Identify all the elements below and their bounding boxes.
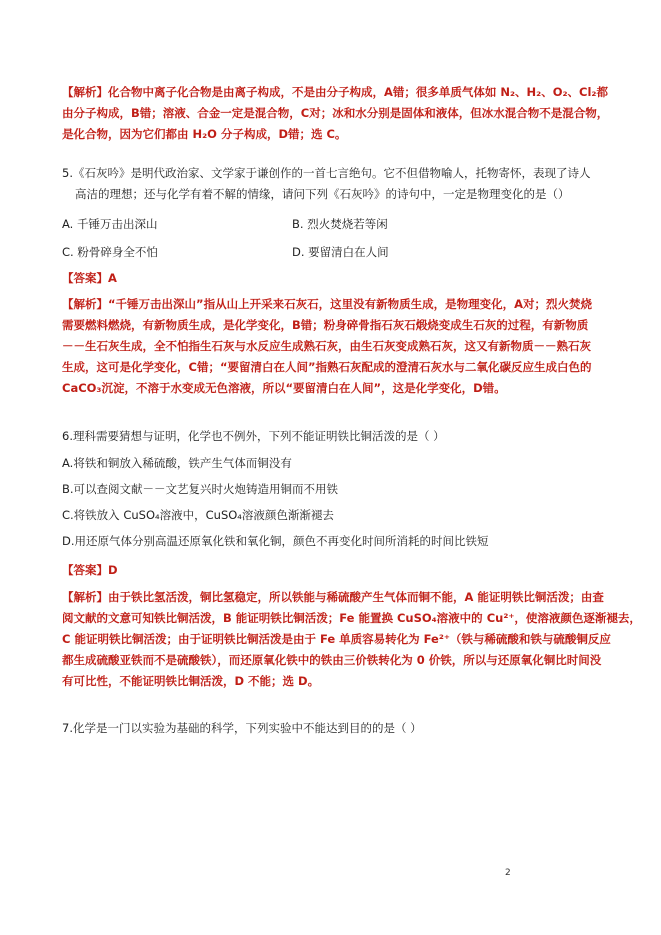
question-7-stem	[62, 718, 607, 739]
analysis-block-q4	[62, 82, 607, 145]
analysis-line: 有可比性，不能证明铁比铜活泼，D 不能；选 D。	[62, 674, 320, 688]
analysis-block-q5	[62, 294, 607, 399]
analysis-line: 【解析】“千锤万击出深山”指从山上开采来石灰石，这里没有新物质生成，是物理变化，A对；烈火焚烧	[62, 297, 593, 311]
option-b: B. 烈火焚烧若等闲	[292, 217, 388, 231]
question-line: 5.《石灰吟》是明代政治家、文学家于谦创作的一首七言绝句。它不但借物喻人，托物寄怀，表现了诗人	[62, 166, 591, 180]
question-line: 6.理科需要猜想与证明，化学也不例外，下列不能证明铁比铜活泼的是（ ）	[62, 429, 445, 443]
analysis-line: 【解析】由于铁比氢活泼，铜比氢稳定，所以铁能与稀硫酸产生气体而铜不能，A 能证明铁比铜活泼；由查	[62, 590, 604, 604]
question-line: 高洁的理想；还与化学有着不解的情缘，请问下列《石灰吟》的诗句中，一定是物理变化的是（）	[75, 187, 570, 201]
page-number: 2	[505, 868, 511, 878]
question-line: 7.化学是一门以实验为基础的科学，下列实验中不能达到目的的是（ ）	[62, 721, 422, 735]
answer-label: 【答案】D	[62, 563, 118, 577]
analysis-line: 都生成硫酸亚铁而不是硫酸铁），而还原氧化铁中的铁由三价铁转化为 0 价铁，所以与还原氧化铜比时间没	[62, 653, 602, 667]
analysis-line: CaCO₃沉淀，不溶于水变成无色溶液，所以“要留清白在人间”，这是化学变化，D错。	[62, 381, 506, 395]
option-b: B.可以查阅文献－－文艺复兴时火炮铸造用铜而不用铁	[62, 482, 339, 496]
question-6-stem	[62, 426, 607, 447]
analysis-line: 生成，这可是化学变化，C错；“要留清白在人间”指熟石灰配成的澄清石灰水与二氧化碳反应生成白色的	[62, 360, 592, 374]
question-6-options	[62, 453, 607, 552]
analysis-line: 阅文献的文意可知铁比铜活泼，B 能证明铁比铜活泼；Fe 能置换 CuSO₄溶液中的 Cu²⁺，使溶液颜色逐渐褪去，	[62, 611, 641, 625]
analysis-line: 需要燃料燃烧，有新物质生成，是化学变化，B错；粉身碎骨指石灰石煅烧变成生石灰的过程，有新物质	[62, 318, 589, 332]
answer-q6	[62, 560, 607, 581]
option-c: C.将铁放入 CuSO₄溶液中，CuSO₄溶液颜色渐渐褪去	[62, 508, 334, 522]
analysis-line: 【解析】化合物中离子化合物是由离子构成，不是由分子构成，A错；很多单质气体如 N₂、H₂、O₂、Cl₂都	[62, 85, 608, 99]
analysis-line: 由分子构成，B错；溶液、合金一定是混合物，C对；冰和水分别是固体和液体，但冰水混合物不是混合物，	[62, 106, 609, 120]
option-a: A.将铁和铜放入稀硫酸，铁产生气体而铜没有	[62, 456, 292, 470]
question-5-stem	[62, 163, 607, 205]
answer-label: 【答案】A	[62, 271, 117, 285]
option-d: D. 要留清白在人间	[292, 245, 389, 259]
option-c: C. 粉骨碎身全不怕	[62, 245, 158, 259]
answer-q5	[62, 268, 607, 289]
analysis-line: C 能证明铁比铜活泼；由于证明铁比铜活泼是由于 Fe 单质容易转化为 Fe²⁺（铁与稀硫酸和铁与硫酸铜反应	[62, 632, 611, 646]
analysis-block-q6	[62, 587, 641, 692]
analysis-line: 是化合物，因为它们都由 H₂O 分子构成，D错；选 C。	[62, 127, 347, 141]
option-d: D.用还原气体分别高温还原氧化铁和氧化铜，颜色不再变化时间所消耗的时间比铁短	[62, 534, 489, 548]
analysis-line: －－生石灰生成，全不怕指生石灰与水反应生成熟石灰，由生石灰变成熟石灰，这又有新物质－－熟石灰	[62, 339, 591, 353]
option-a: A. 千锤万击出深山	[62, 217, 158, 231]
